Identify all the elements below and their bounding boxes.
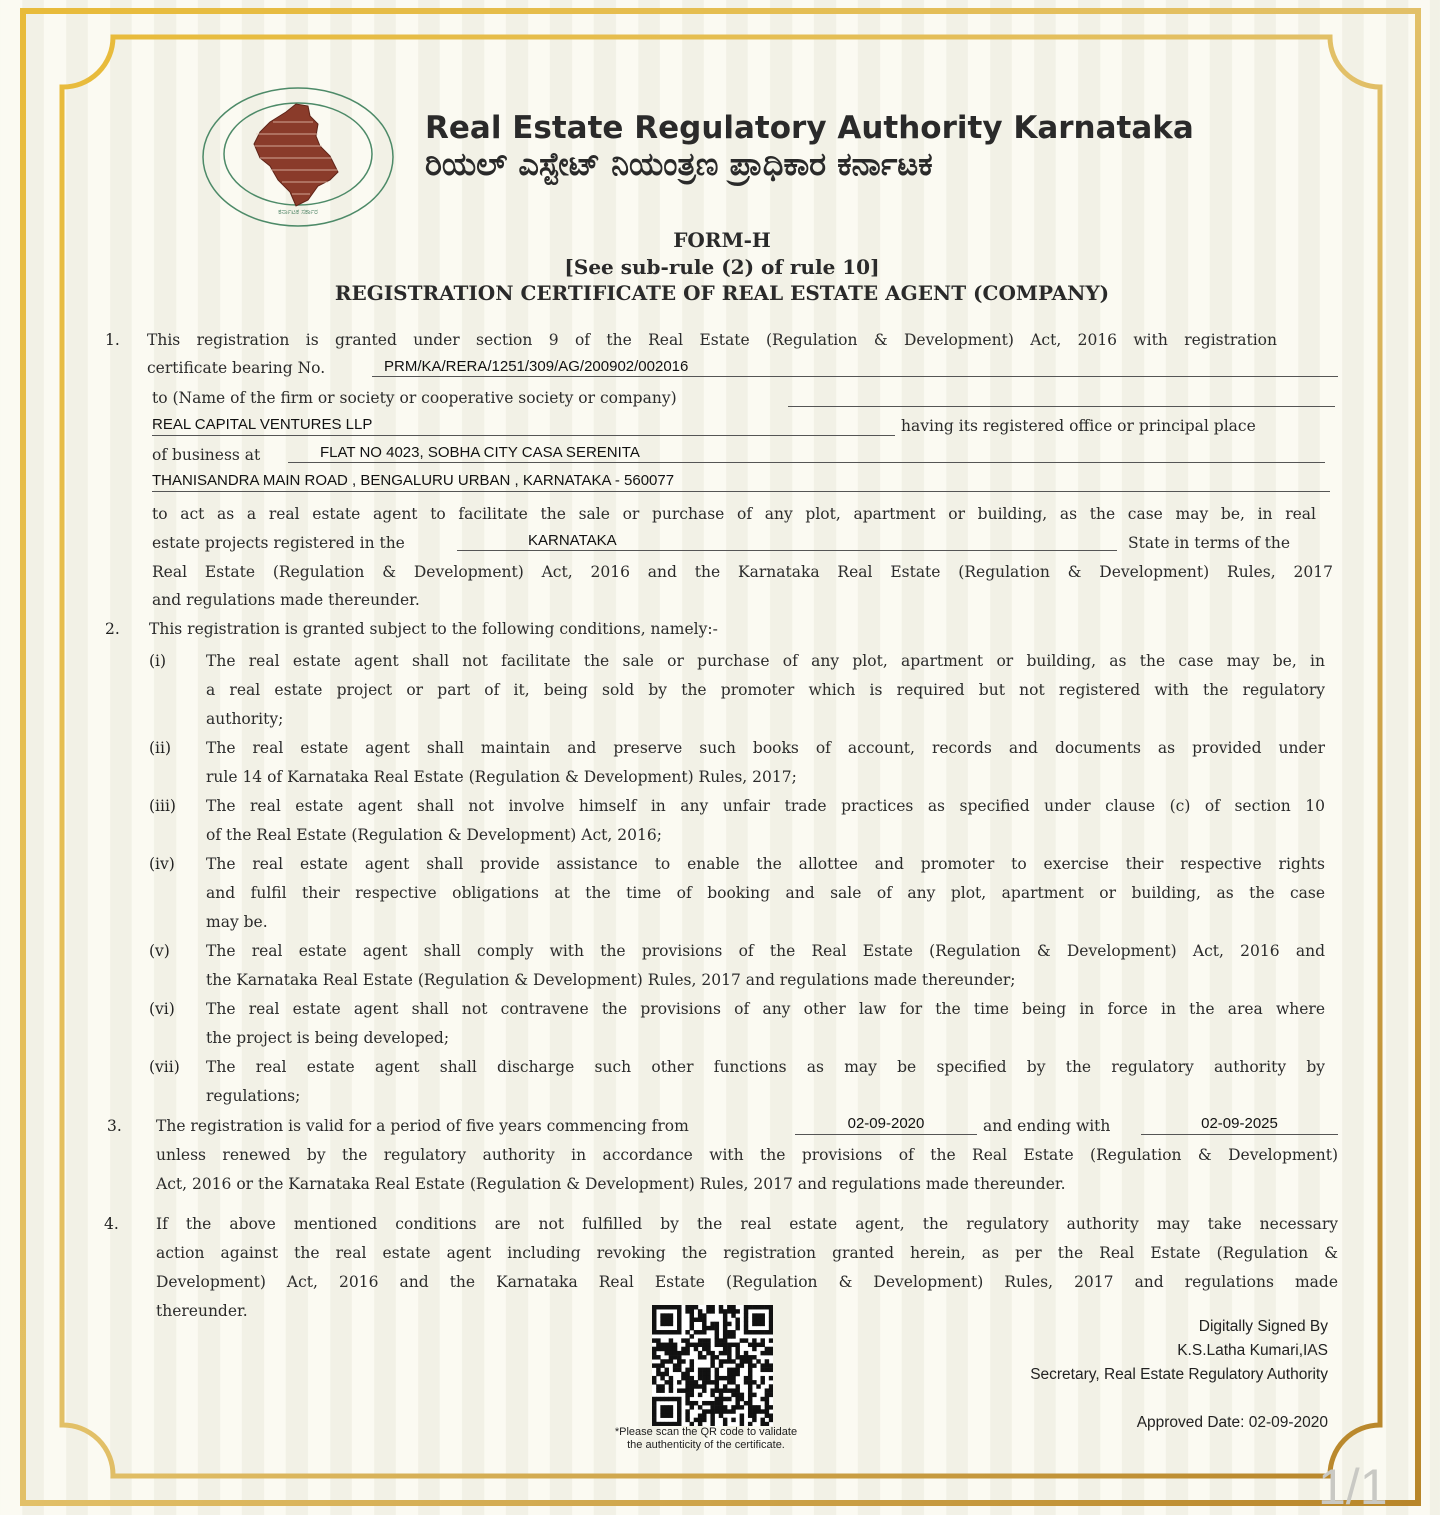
clause-text: unless renewed by the regulatory authority in accordance with the provisions of the Real Estate (Regulation & Development) (156, 1146, 1338, 1164)
condition-text: the project is being developed; (206, 1029, 450, 1047)
valid-from-field: 02-09-2020 (795, 1114, 977, 1135)
approved-date: Approved Date: 02-09-2020 (1136, 1414, 1328, 1431)
authority-title: Real Estate Regulatory Authority Karnataka (425, 110, 1194, 146)
condition-text: The real estate agent shall provide assistance to enable the allottee and promoter to exercise their respective rights (206, 855, 1325, 873)
rule-reference: [See sub-rule (2) of rule 10] (564, 255, 880, 279)
clause-text: This registration is granted subject to the following conditions, namely:- (149, 620, 718, 638)
clause-text: The registration is valid for a period of five years commencing from (156, 1117, 689, 1135)
address-line1-field: FLAT NO 4023, SOBHA CITY CASA SERENITA (288, 443, 1325, 463)
signatory-designation: Secretary, Real Estate Regulatory Authority (1030, 1366, 1328, 1383)
clause-text: estate projects registered in the (152, 534, 405, 552)
address-line2-field: THANISANDRA MAIN ROAD , BENGALURU URBAN , KARNATAKA - 560077 (152, 471, 1330, 492)
clause-number: 4. (104, 1215, 119, 1233)
condition-label: (ii) (149, 739, 172, 757)
state-field: KARNATAKA (457, 531, 1117, 551)
clause-text: to (Name of the firm or society or cooperative society or company) (152, 389, 677, 407)
digitally-signed-label: Digitally Signed By (1198, 1318, 1328, 1335)
rera-karnataka-seal-logo (198, 84, 398, 230)
clause-text: Act, 2016 or the Karnataka Real Estate (Regulation & Development) Rules, 2017 and regulations made thereunder. (156, 1175, 1066, 1193)
form-label: FORM-H (673, 228, 771, 252)
qr-caption-line: *Please scan the QR code to validate (614, 1426, 798, 1438)
clause-text: and ending with (983, 1117, 1111, 1135)
clause-number: 3. (107, 1117, 122, 1135)
condition-label: (iv) (149, 855, 175, 873)
authority-title-kannada: ರಿಯಲ್ ಎಸ್ಟೇಟ್ ನಿಯಂತ್ರಣ ಪ್ರಾಧಿಕಾರ ಕರ್ನಾಟಕ (425, 145, 933, 183)
clause-text: certificate bearing No. (147, 359, 326, 377)
condition-text: a real estate project or part of it, being sold by the promoter which is required but not registered with the regulatory (206, 681, 1325, 699)
clause-text: Real Estate (Regulation & Development) Act, 2016 and the Karnataka Real Estate (Regulation & Development) Rules, 2017 (152, 563, 1333, 581)
company-name-field: REAL CAPITAL VENTURES LLP (152, 415, 895, 436)
condition-text: The real estate agent shall comply with the provisions of the Real Estate (Regulation & Development) Act, 2016 and (206, 942, 1325, 960)
certificate-heading: REGISTRATION CERTIFICATE OF REAL ESTATE AGENT (COMPANY) (334, 281, 1110, 305)
condition-label: (vi) (149, 1000, 175, 1018)
clause-number: 2. (105, 620, 120, 638)
clause-text: thereunder. (156, 1302, 248, 1320)
condition-label: (v) (149, 942, 170, 960)
condition-label: (i) (149, 652, 167, 670)
blank-line (788, 386, 1335, 407)
qr-caption-line: the authenticity of the certificate. (627, 1438, 785, 1451)
condition-label: (vii) (149, 1058, 180, 1076)
condition-text: The real estate agent shall not facilitate the sale or purchase of any plot, apartment or building, as the case may be, in (206, 652, 1325, 670)
condition-text: of the Real Estate (Regulation & Development) Act, 2016; (206, 826, 662, 844)
condition-text: The real estate agent shall not contravene the provisions of any other law for the time being in force in the area where (206, 1000, 1325, 1018)
qr-code (652, 1305, 773, 1426)
clause-text: of business at (152, 446, 261, 464)
clause-text: State in terms of the (1128, 534, 1291, 552)
condition-text: the Karnataka Real Estate (Regulation & Development) Rules, 2017 and regulations made thereunder; (206, 971, 1016, 989)
condition-label: (iii) (149, 797, 176, 815)
clause-text: Development) Act, 2016 and the Karnataka Real Estate (Regulation & Development) Rules, 2017 and regulations made (156, 1273, 1338, 1291)
clause-text: This registration is granted under section 9 of the Real Estate (Regulation & Development) Act, 2016 with registration (147, 331, 1277, 349)
clause-text: to act as a real estate agent to facilitate the sale or purchase of any plot, apartment or building, as the case may be, in real (152, 505, 1316, 523)
clause-text: having its registered office or principal place (901, 417, 1256, 435)
clause-text: and regulations made thereunder. (152, 591, 420, 609)
condition-text: may be. (206, 913, 268, 931)
condition-text: and fulfil their respective obligations at the time of booking and sale of any plot, apartment or building, as the case (206, 884, 1325, 902)
qr-caption (560, 1426, 852, 1451)
condition-text: authority; (206, 710, 284, 728)
svg-text:ಕರ್ನಾಟಕ ಸರ್ಕಾರ: ಕರ್ನಾಟಕ ಸರ್ಕಾರ (278, 208, 318, 216)
condition-text: The real estate agent shall discharge such other functions as may be specified by the regulatory authority by (206, 1058, 1325, 1076)
signatory-name: K.S.Latha Kumari,IAS (1177, 1342, 1328, 1359)
clause-number: 1. (105, 331, 120, 349)
condition-text: regulations; (206, 1087, 301, 1105)
registration-number-field: PRM/KA/RERA/1251/309/AG/200902/002016 (372, 357, 1338, 377)
valid-to-field: 02-09-2025 (1141, 1114, 1338, 1135)
condition-text: The real estate agent shall maintain and preserve such books of account, records and documents as provided under (206, 739, 1325, 757)
clause-text: If the above mentioned conditions are not fulfilled by the real estate agent, the regulatory authority may take necessary (156, 1215, 1338, 1233)
condition-text: rule 14 of Karnataka Real Estate (Regulation & Development) Rules, 2017; (206, 768, 797, 786)
condition-text: The real estate agent shall not involve himself in any unfair trade practices as specified under clause (c) of section 10 (206, 797, 1325, 815)
clause-text: action against the real estate agent including revoking the registration granted herein, as per the Real Estate (Regulation & (156, 1244, 1338, 1262)
page-indicator: 1/1 (1318, 1459, 1388, 1515)
